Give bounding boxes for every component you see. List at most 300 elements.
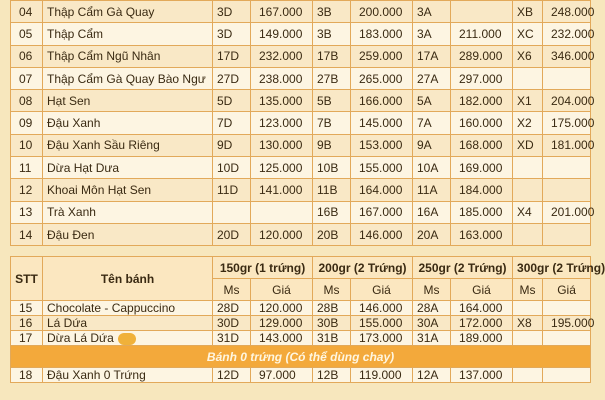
row-stt-text: 12 — [19, 183, 33, 198]
row-code-text: X1 — [517, 93, 532, 108]
row-name — [43, 331, 213, 346]
row-price-text: 97.000 — [259, 368, 296, 383]
row-code — [513, 301, 543, 316]
row-code — [213, 112, 251, 134]
header-weight-150: 150gr (1 trứng) — [213, 257, 313, 279]
row-name — [43, 223, 213, 245]
row-price — [543, 1, 595, 23]
row-code — [213, 331, 251, 346]
row-price-text: 130.000 — [259, 138, 303, 153]
row-price — [543, 134, 595, 156]
row-price — [251, 301, 313, 316]
row-price — [351, 157, 413, 179]
row-code-text: 10B — [317, 160, 339, 175]
row-code — [413, 316, 451, 331]
row-name-text: Đậu Xanh 0 Trứng — [47, 368, 146, 383]
row-code-text: 28B — [317, 301, 339, 316]
row-code — [413, 23, 451, 45]
row-code — [513, 67, 543, 89]
row-code — [513, 223, 543, 245]
row-stt — [11, 331, 43, 346]
row-price-text: 346.000 — [551, 49, 595, 64]
row-price-text: 238.000 — [259, 71, 303, 86]
row-code-text: XC — [517, 26, 534, 41]
row-name — [43, 134, 213, 156]
row-code — [413, 90, 451, 112]
table-row — [11, 67, 591, 89]
row-name-text: Đậu Xanh Sầu Riêng — [47, 138, 160, 153]
row-stt — [11, 316, 43, 331]
row-price-text: 141.000 — [259, 183, 303, 198]
table-row — [11, 157, 591, 179]
row-price — [251, 316, 313, 331]
row-price-text: 182.000 — [459, 93, 503, 108]
row-code-text: 9D — [217, 138, 233, 153]
row-name-text: Khoai Môn Hạt Sen — [47, 183, 152, 198]
row-price — [543, 179, 591, 201]
subheader-gia: Giá — [251, 279, 313, 301]
row-price — [451, 112, 513, 134]
row-code-text: 31B — [317, 331, 339, 346]
row-code-text: 9A — [417, 138, 432, 153]
row-code-text: 11B — [317, 183, 338, 198]
row-price — [451, 90, 513, 112]
row-code — [213, 157, 251, 179]
price-table-top — [10, 0, 595, 246]
row-price-text: 204.000 — [551, 93, 595, 108]
row-name-text: Thập Cẩm — [47, 26, 104, 41]
row-code — [413, 223, 451, 245]
row-price-text: 211.000 — [459, 26, 502, 41]
row-price-text: 175.000 — [551, 116, 595, 131]
row-price-text: 248.000 — [551, 4, 595, 19]
row-price — [451, 368, 513, 383]
table-row — [11, 112, 591, 134]
row-stt-text: 04 — [19, 4, 33, 19]
row-code — [313, 368, 351, 383]
row-code — [413, 331, 451, 346]
row-name — [43, 157, 213, 179]
row-name-text: Hạt Sen — [47, 93, 91, 108]
row-price-text: 153.000 — [359, 138, 403, 153]
row-price — [251, 223, 313, 245]
row-code-text: 3A — [417, 4, 432, 19]
header-weight-200: 200gr (2 Trứng) — [313, 257, 413, 279]
row-code — [213, 223, 251, 245]
row-price-text: 167.000 — [359, 205, 403, 220]
row-price — [351, 201, 413, 223]
row-stt-text: 11 — [19, 160, 32, 175]
row-code-text: 5B — [317, 93, 332, 108]
row-price — [543, 368, 591, 383]
row-code — [213, 90, 251, 112]
row-code — [313, 67, 351, 89]
row-name-text: Thập Cẩm Gà Quay Bào Ngư — [47, 71, 206, 86]
row-stt — [11, 90, 43, 112]
row-price-text: 164.000 — [459, 301, 503, 316]
subheader-ms: Ms — [413, 279, 451, 301]
row-price-text: 149.000 — [259, 26, 303, 41]
table-row — [11, 179, 591, 201]
row-code-text: 30A — [417, 316, 439, 331]
row-price — [451, 301, 513, 316]
row-stt — [11, 223, 43, 245]
row-price — [351, 112, 413, 134]
row-price — [251, 201, 313, 223]
row-price-text: 119.000 — [359, 368, 402, 383]
row-code — [213, 23, 251, 45]
row-code-text: 20A — [417, 227, 439, 242]
row-price-text: 172.000 — [459, 316, 503, 331]
row-code — [413, 179, 451, 201]
row-name-text: Dừa Lá Dứa — [47, 331, 114, 346]
row-code-text: 7B — [317, 116, 332, 131]
row-code-text: X4 — [517, 205, 532, 220]
row-code-text: 27B — [317, 71, 339, 86]
row-code — [513, 179, 543, 201]
row-code-text: 17B — [317, 49, 339, 64]
row-code-text: 3B — [317, 26, 332, 41]
header-weight-300: 300gr (2 Trứng) — [513, 257, 591, 279]
row-price-text: 189.000 — [459, 331, 503, 346]
row-price-text: 201.000 — [551, 205, 595, 220]
table-header-row — [11, 257, 591, 279]
row-price — [451, 157, 513, 179]
row-price — [351, 223, 413, 245]
row-price-text: 183.000 — [359, 26, 403, 41]
row-name — [43, 23, 213, 45]
row-stt — [11, 368, 43, 383]
row-price — [351, 134, 413, 156]
row-code-text: 28A — [417, 301, 439, 316]
row-price — [543, 316, 595, 331]
row-code-text: X2 — [517, 116, 532, 131]
row-code-text: 7D — [217, 116, 233, 131]
row-price — [451, 316, 513, 331]
row-price — [351, 23, 413, 45]
header-stt: STT — [11, 257, 43, 301]
row-code — [213, 368, 251, 383]
row-price-text: 160.000 — [459, 116, 503, 131]
row-code — [213, 201, 251, 223]
row-price — [351, 179, 413, 201]
row-price — [251, 45, 313, 67]
row-price-text: 185.000 — [459, 205, 503, 220]
row-stt-text: 08 — [19, 93, 33, 108]
row-price — [351, 67, 413, 89]
row-price-text: 123.000 — [259, 116, 303, 131]
row-price — [451, 67, 513, 89]
row-price — [543, 112, 595, 134]
row-price — [251, 90, 313, 112]
table-row — [11, 223, 591, 245]
row-code — [313, 331, 351, 346]
row-price-text: 265.000 — [359, 71, 403, 86]
row-name-text: Chocolate - Cappuccino — [47, 301, 176, 316]
new-badge-icon — [118, 333, 136, 345]
row-code-text: 12A — [417, 368, 439, 383]
row-code — [313, 179, 351, 201]
subheader-gia: Giá — [543, 279, 591, 301]
row-stt-text: 10 — [19, 138, 33, 153]
row-price — [451, 134, 513, 156]
row-stt-text: 17 — [19, 331, 33, 346]
row-code-text: 30D — [217, 316, 240, 331]
row-code — [413, 368, 451, 383]
row-code-text: 12D — [217, 368, 240, 383]
row-code — [513, 23, 543, 45]
row-name — [43, 201, 213, 223]
row-code — [313, 1, 351, 23]
row-price-text: 259.000 — [359, 49, 403, 64]
row-name — [43, 67, 213, 89]
row-name-text: Trà Xanh — [47, 205, 96, 220]
row-price-text: 145.000 — [359, 116, 403, 131]
row-price — [251, 1, 313, 23]
row-price-text: 232.000 — [259, 49, 303, 64]
row-price-text: 181.000 — [551, 138, 595, 153]
row-price-text: 120.000 — [259, 301, 303, 316]
row-code — [513, 316, 543, 331]
row-code-text: 27A — [417, 71, 439, 86]
price-table-bottom — [10, 256, 605, 383]
row-price — [251, 23, 313, 45]
row-stt — [11, 23, 43, 45]
row-price — [251, 67, 313, 89]
header-name: Tên bánh — [43, 257, 213, 301]
row-code — [413, 67, 451, 89]
row-code-text: 30B — [317, 316, 339, 331]
row-stt — [11, 157, 43, 179]
row-price — [451, 201, 513, 223]
row-code-text: 5D — [217, 93, 233, 108]
subheader-ms: Ms — [213, 279, 251, 301]
row-price — [543, 157, 591, 179]
row-price — [251, 112, 313, 134]
row-name — [43, 90, 213, 112]
row-price — [543, 201, 595, 223]
row-stt — [11, 1, 43, 23]
row-stt-text: 06 — [19, 49, 33, 64]
row-name — [43, 316, 213, 331]
table-row — [11, 1, 591, 23]
row-code — [413, 112, 451, 134]
row-code — [313, 157, 351, 179]
row-code-text: 28D — [217, 301, 240, 316]
row-price — [451, 23, 513, 45]
row-stt — [11, 67, 43, 89]
row-code — [313, 134, 351, 156]
row-price-text: 167.000 — [259, 4, 303, 19]
row-stt — [11, 134, 43, 156]
row-name-text: Đậu Đen — [47, 227, 95, 242]
row-name-text: Đậu Xanh — [47, 116, 101, 131]
row-price — [251, 331, 313, 346]
row-code-text: 10D — [217, 160, 240, 175]
row-price-text: 297.000 — [459, 71, 503, 86]
row-name — [43, 368, 213, 383]
row-code-text: 11A — [417, 183, 438, 198]
row-price-text: 120.000 — [259, 227, 303, 242]
table-row — [11, 23, 591, 45]
row-code — [413, 301, 451, 316]
row-code — [213, 179, 251, 201]
row-code-text: XD — [517, 138, 534, 153]
section-band-row — [11, 346, 591, 368]
row-price-text: 184.000 — [459, 183, 503, 198]
row-code-text: 31A — [417, 331, 439, 346]
row-price — [251, 179, 313, 201]
row-code-text: 5A — [417, 93, 432, 108]
row-name-text: Lá Dứa — [47, 316, 88, 331]
row-price — [543, 23, 595, 45]
row-name — [43, 1, 213, 23]
row-price — [351, 368, 413, 383]
row-code — [213, 67, 251, 89]
row-price — [351, 301, 413, 316]
row-price-text: 168.000 — [459, 138, 503, 153]
row-stt — [11, 179, 43, 201]
row-price — [451, 45, 513, 67]
row-price — [451, 1, 513, 23]
row-code-text: 16B — [317, 205, 339, 220]
row-code-text: 27D — [217, 71, 240, 86]
row-price — [451, 223, 513, 245]
row-stt-text: 18 — [19, 368, 33, 383]
table-row — [11, 201, 591, 223]
row-code — [513, 201, 543, 223]
row-code-text: X8 — [517, 316, 532, 331]
row-price — [351, 90, 413, 112]
row-price-text: 129.000 — [259, 316, 303, 331]
row-code-text: 3B — [317, 4, 332, 19]
row-price — [251, 368, 313, 383]
row-code-text: 31D — [217, 331, 240, 346]
row-stt — [11, 45, 43, 67]
row-price-text: 289.000 — [459, 49, 503, 64]
row-price — [351, 1, 413, 23]
row-code-text: 12B — [317, 368, 339, 383]
row-stt-text: 09 — [19, 116, 33, 131]
row-price-text: 135.000 — [259, 93, 303, 108]
row-name-text: Dừa Hạt Dưa — [47, 160, 120, 175]
row-price — [351, 331, 413, 346]
row-price — [351, 45, 413, 67]
row-code — [313, 23, 351, 45]
row-code-text: 7A — [417, 116, 432, 131]
section-band-label: Bánh 0 trứng (Có thể dùng chay) — [11, 346, 591, 368]
row-price — [543, 223, 591, 245]
row-code — [513, 1, 543, 23]
subheader-ms: Ms — [513, 279, 543, 301]
row-code-text: 16A — [417, 205, 439, 220]
subheader-gia: Giá — [351, 279, 413, 301]
row-price — [251, 157, 313, 179]
row-code-text: 17A — [417, 49, 439, 64]
row-name — [43, 179, 213, 201]
row-code — [413, 201, 451, 223]
row-stt — [11, 301, 43, 316]
table-row — [11, 368, 591, 383]
row-code — [213, 316, 251, 331]
row-code — [513, 45, 543, 67]
row-code — [213, 45, 251, 67]
row-price-text: 125.000 — [259, 160, 303, 175]
row-price — [543, 301, 591, 316]
row-price-text: 146.000 — [359, 301, 403, 316]
row-name-text: Thập Cẩm Ngũ Nhân — [47, 49, 161, 64]
row-price-text: 146.000 — [359, 227, 403, 242]
row-price — [351, 316, 413, 331]
row-code — [313, 201, 351, 223]
row-code — [413, 45, 451, 67]
table-row — [11, 301, 591, 316]
row-price-text: 169.000 — [459, 160, 503, 175]
row-price-text: 195.000 — [551, 316, 595, 331]
row-code — [513, 134, 543, 156]
header-weight-250: 250gr (2 Trứng) — [413, 257, 513, 279]
row-code — [313, 112, 351, 134]
row-price-text: 155.000 — [359, 316, 403, 331]
row-code — [513, 112, 543, 134]
row-code — [213, 134, 251, 156]
row-price — [251, 134, 313, 156]
row-price — [543, 331, 591, 346]
row-stt-text: 13 — [19, 205, 33, 220]
row-code-text: 17D — [217, 49, 240, 64]
row-code-text: X6 — [517, 49, 532, 64]
row-price — [451, 179, 513, 201]
row-price — [543, 90, 595, 112]
row-code — [313, 316, 351, 331]
row-price-text: 166.000 — [359, 93, 403, 108]
row-code-text: XB — [517, 4, 534, 19]
row-price-text: 155.000 — [359, 160, 403, 175]
row-code — [213, 1, 251, 23]
row-price-text: 137.000 — [459, 368, 503, 383]
row-price-text: 143.000 — [259, 331, 303, 346]
row-price — [451, 331, 513, 346]
row-price-text: 232.000 — [551, 26, 595, 41]
row-name-text: Thập Cẩm Gà Quay — [47, 4, 155, 19]
subheader-ms: Ms — [313, 279, 351, 301]
row-price-text: 173.000 — [359, 331, 403, 346]
table-row — [11, 45, 591, 67]
row-stt-text: 14 — [19, 227, 33, 242]
table-row — [11, 331, 591, 346]
row-price — [543, 45, 595, 67]
row-code — [413, 157, 451, 179]
row-code — [513, 331, 543, 346]
table-row — [11, 316, 591, 331]
row-code — [513, 368, 543, 383]
row-price-text: 164.000 — [359, 183, 403, 198]
row-code-text: 3D — [217, 4, 233, 19]
row-price — [543, 67, 591, 89]
row-code-text: 20B — [317, 227, 339, 242]
row-stt — [11, 112, 43, 134]
row-stt-text: 07 — [19, 71, 33, 86]
row-code-text: 10A — [417, 160, 439, 175]
price-list — [10, 0, 605, 400]
row-code — [513, 90, 543, 112]
row-stt-text: 15 — [19, 301, 33, 316]
row-code-text: 3A — [417, 26, 432, 41]
row-code-text: 11D — [217, 183, 239, 198]
row-name — [43, 112, 213, 134]
table-row — [11, 90, 591, 112]
row-price-text: 200.000 — [359, 4, 403, 19]
